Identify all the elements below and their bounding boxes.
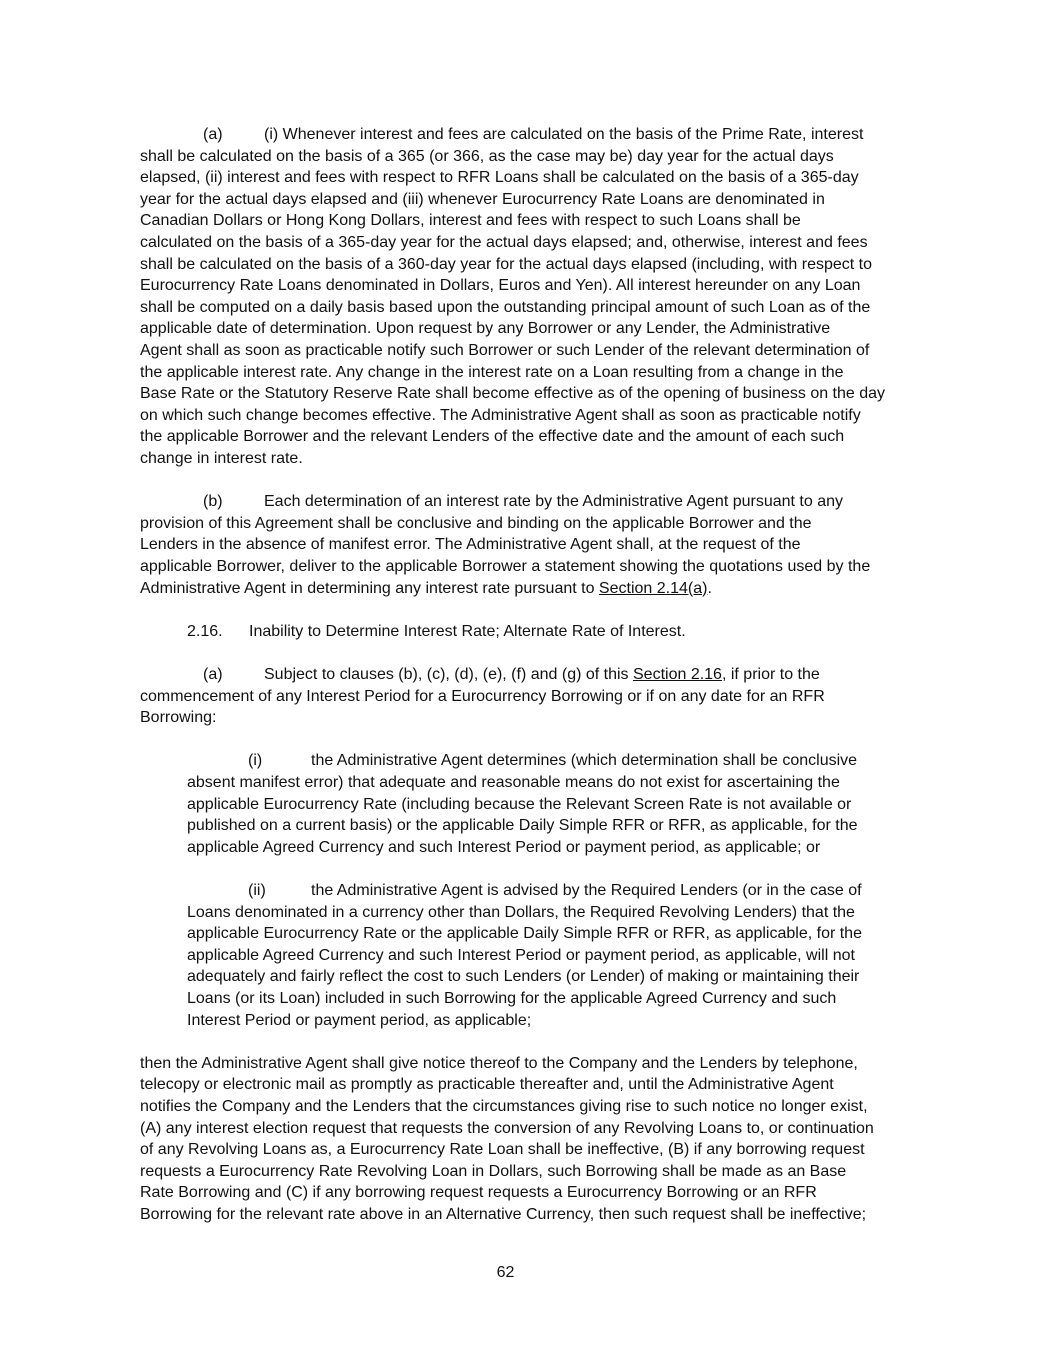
text-segment: , if prior to the — [721, 666, 820, 683]
text-line: requests a Eurocurrency Rate Revolving Loan in Dollars, such Borrowing shall be made as an Base — [140, 1162, 847, 1180]
text-line: provision of this Agreement shall be conclusive and binding on the applicable Borrower and the — [140, 514, 812, 532]
text-line: the applicable interest rate. Any change in the interest rate on a Loan resulting from a change in the — [140, 363, 844, 381]
section-reference: Section 2.14(a) — [598, 579, 708, 597]
text-line: the Administrative Agent determines (which determination shall be conclusive — [311, 752, 858, 770]
text-line: Loans denominated in a currency other than Dollars, the Required Revolving Lenders) that the — [187, 903, 855, 921]
text-line: Each determination of an interest rate by the Administrative Agent pursuant to any — [264, 493, 844, 511]
text-line: Eurocurrency Rate Loans denominated in Dollars, Euros and Yen). All interest hereunder on any Loan — [140, 277, 861, 295]
text-line: (A) any interest election request that requests the conversion of any Revolving Loans to, or continuation — [140, 1119, 874, 1137]
text-line: shall be calculated on the basis of a 365 (or 366, as the case may be) day year for the actual days — [140, 147, 834, 165]
text-line: notifies the Company and the Lenders that the circumstances giving rise to such notice no longer exist, — [140, 1098, 868, 1115]
clause-label: (i) — [248, 752, 263, 770]
text-line: shall be computed on a daily basis based upon the outstanding principal amount of such Loan as of the — [140, 298, 871, 316]
text-line: the applicable Borrower and the relevant Lenders of the effective date and the amount of each such — [140, 428, 845, 446]
text-line: Base Rate or the Statutory Reserve Rate shall become effective as of the opening of business on the day — [140, 385, 886, 403]
section-reference: Section 2.16 — [633, 666, 722, 683]
text-line: Borrowing for the relevant rate above in an Alternative Currency, then such request shall be ineffective; — [140, 1206, 867, 1223]
text-line: Agent shall as soon as practicable notify such Borrower or such Lender of the relevant determination of — [140, 342, 870, 359]
text-line: of any Revolving Loans as, a Eurocurrency Rate Loan shall be ineffective, (B) if any borrowing request — [140, 1141, 865, 1159]
text-line: applicable Agreed Currency and such Interest Period or payment period, as applicable; or — [187, 838, 821, 856]
text-line: Interest Period or payment period, as applicable; — [187, 1011, 532, 1029]
text-line: applicable Agreed Currency and such Interest Period or payment period, as applicable, will not — [187, 946, 855, 964]
text-line: shall be calculated on the basis of a 360-day year for the actual days elapsed (including, with respect to — [140, 255, 872, 273]
text-line: applicable Eurocurrency Rate or the applicable Daily Simple RFR or RFR, as applicable, for the — [187, 925, 862, 943]
text-line — [264, 664, 820, 686]
text-line: Lenders in the absence of manifest error. The Administrative Agent shall, at the request of the — [140, 536, 801, 554]
text-line: Canadian Dollars or Hong Kong Dollars, interest and fees with respect to such Loans shall be — [140, 212, 801, 230]
text-line: Rate Borrowing and (C) if any borrowing request requests a Eurocurrency Borrowing or an RFR — [140, 1184, 817, 1202]
clause-label: (a) — [203, 666, 223, 683]
text-line: applicable Eurocurrency Rate (including because the Relevant Screen Rate is not available or — [187, 795, 852, 813]
clause-label: (ii) — [248, 882, 266, 899]
text-line: applicable date of determination. Upon request by any Borrower or any Lender, the Administrative — [140, 320, 831, 338]
text-line: applicable Borrower, deliver to the applicable Borrower a statement showing the quotations used by the — [140, 558, 871, 575]
text-line: adequately and fairly reflect the cost to such Lenders (or Lender) of making or maintaining their — [187, 968, 860, 986]
text-line: commencement of any Interest Period for a Eurocurrency Borrowing or if on any date for an RFR — [140, 687, 825, 705]
text-line: on which such change becomes effective. The Administrative Agent shall as soon as practicable notify — [140, 406, 861, 424]
text-line: Loans (or its Loan) included in such Borrowing for the applicable Agreed Currency and such — [187, 990, 837, 1007]
text-line: calculated on the basis of a 365-day year for the actual days elapsed; and, otherwise, interest and fees — [140, 234, 868, 251]
text-line — [140, 578, 712, 600]
text-line: year for the actual days elapsed and (iii) whenever Eurocurrency Rate Loans are denominated in — [140, 190, 825, 208]
text-line: the Administrative Agent is advised by the Required Lenders (or in the case of — [311, 882, 862, 899]
text-line: published on a current basis) or the applicable Daily Simple RFR or RFR, as applicable, for the — [187, 817, 858, 835]
clause-label: (a) — [203, 126, 223, 143]
page-number: 62 — [496, 1264, 515, 1281]
text-line: absent manifest error) that adequate and reasonable means do not exist for ascertaining the — [187, 774, 840, 791]
text-line: elapsed, (ii) interest and fees with respect to RFR Loans shall be calculated on the basis of a 365-day — [140, 169, 859, 187]
text-line: Borrowing: — [140, 709, 217, 727]
text-line: telecopy or electronic mail as promptly as practicable thereafter and, until the Administrative Agent — [140, 1076, 834, 1094]
text-line: (i) Whenever interest and fees are calculated on the basis of the Prime Rate, interest — [264, 126, 864, 143]
section-number: 2.16. — [187, 622, 223, 640]
text-segment: . — [707, 579, 712, 597]
text-line: change in interest rate. — [140, 450, 303, 467]
section-heading: Inability to Determine Interest Rate; Alternate Rate of Interest. — [249, 622, 686, 640]
text-segment: Subject to clauses (b), (c), (d), (e), (f) and (g) of this — [264, 666, 633, 683]
text-line: then the Administrative Agent shall give notice thereof to the Company and the Lenders by telephone, — [140, 1054, 858, 1072]
clause-label: (b) — [203, 493, 223, 511]
text-segment: Administrative Agent in determining any interest rate pursuant to — [140, 579, 599, 597]
